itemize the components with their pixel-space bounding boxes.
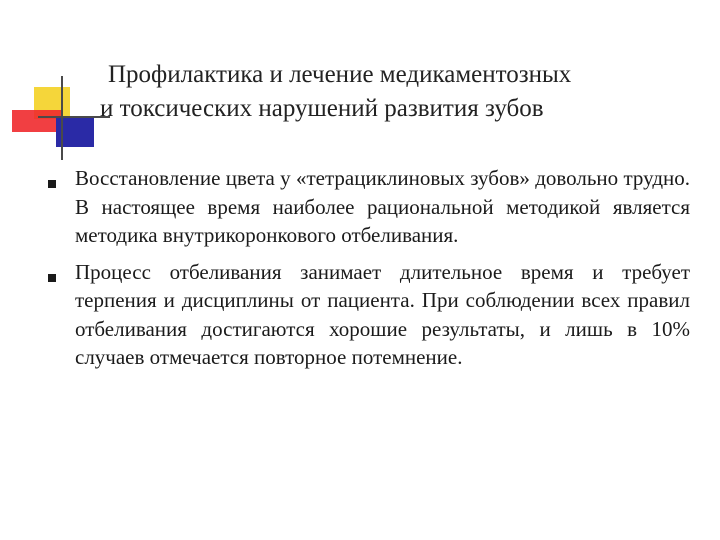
square-bullet-icon (48, 180, 56, 188)
slide-title (100, 58, 710, 126)
bullet-list (0, 164, 720, 376)
decorative-squares-logo (0, 0, 110, 170)
square-bullet-icon (48, 274, 56, 282)
list-item (0, 164, 720, 250)
title-line-2: и токсических нарушений развития зубов (100, 95, 544, 122)
list-item (0, 258, 720, 372)
bullet-text: Восстановление цвета у «тетрациклиновых зубов» довольно трудно. В настоящее время наиболее рациональной методикой является методика внутрикоронкового отбеливания. (75, 166, 690, 247)
red-square (12, 110, 62, 132)
title-line-1: Профилактика и лечение медикаментозных (108, 61, 572, 88)
bullet-text: Процесс отбеливания занимает длительное время и требует терпения и дисциплины от пациента. При соблюдении всех правил отбеливания достигаются хорошие результаты, и лишь в 10% случаев отмечается повторное потемнение. (75, 259, 690, 369)
